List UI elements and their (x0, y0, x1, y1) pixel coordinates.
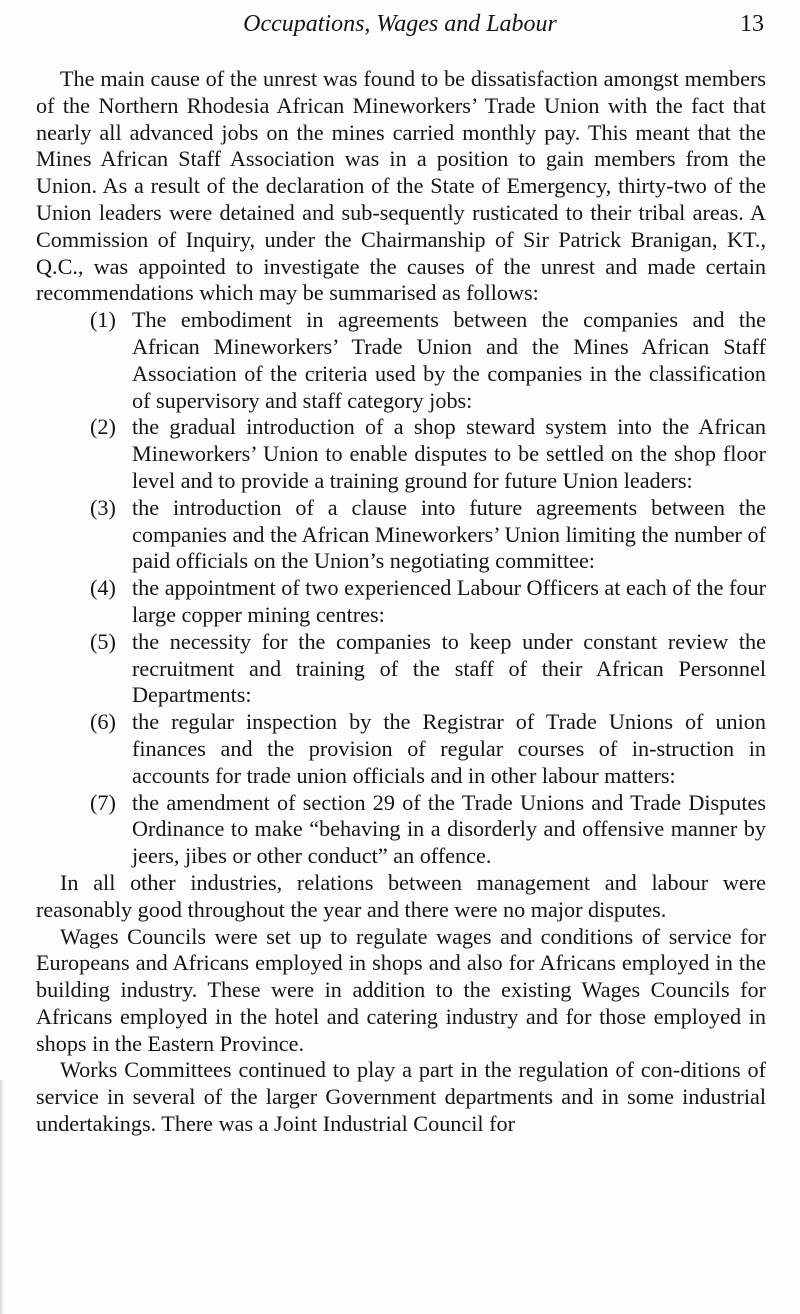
recommendations-list (36, 307, 766, 870)
item-text: the necessity for the companies to keep under constant review the recruitment and training of the staff of their African Personnel Departments: (132, 628, 766, 708)
item-number: (3) (90, 494, 116, 520)
scan-edge-shadow (0, 1080, 4, 1314)
item-text: the appointment of two experienced Labour Officers at each of the four large copper mining centres: (132, 575, 766, 627)
item-text: the introduction of a clause into future agreements between the companies and the African Mineworkers’ Union limiting the number of paid officials on the Union’s negotiating committee: (132, 494, 766, 574)
item-number: (1) (90, 307, 116, 333)
recommendation-item (36, 414, 766, 494)
recommendation-item (36, 709, 766, 789)
intro-paragraph: The main cause of the unrest was found to be dissatisfaction amongst members of the Northern Rhodesia African Mineworkers’ Trade Union with the fact that nearly all advanced jobs on the mines carried monthly pay. This meant that the Mines African Staff Association was in a position to gain members from the Union. As a result of the declaration of the State of Emergency, thirty-two of the Union leaders were detained and sub-sequently rusticated to their tribal areas. A Commission of Inquiry, under the Chairmanship of Sir Patrick Branigan, KT., Q.C., was appointed to investigate the causes of the unrest and made certain recommendations which may be summarised as follows: (36, 66, 766, 306)
item-number: (6) (90, 709, 116, 735)
recommendation-item (36, 575, 766, 629)
wages-councils-paragraph: Wages Councils were set up to regulate wages and conditions of service for Europeans and Africans employed in shops and also for Africans employed in the building industry. These were in addition to the existing Wages Councils for Africans employed in the hotel and catering industry and for those employed in shops in the Eastern Province. (36, 923, 766, 1056)
item-text: the gradual introduction of a shop steward system into the African Mineworkers’ Union to enable disputes to be settled on the shop floor level and to provide a training ground for future Union leaders: (132, 414, 766, 493)
body-text (36, 66, 766, 1138)
item-text: The embodiment in agreements between the companies and the African Mineworkers’ Trade Union and the Mines African Staff Association of the criteria used by the companies in the classification of supervisory and staff category jobs: (132, 307, 766, 413)
item-number: (4) (90, 575, 116, 601)
recommendation-item (36, 629, 766, 709)
recommendation-item (36, 495, 766, 575)
running-title: Occupations, Wages and Labour (243, 11, 557, 37)
item-number: (2) (90, 414, 116, 440)
recommendation-item (36, 790, 766, 870)
item-text: the regular inspection by the Registrar of Trade Unions of union finances and the provision of regular courses of in-struction in accounts for trade union officials and in other labour matters: (132, 709, 766, 788)
page-number: 13 (740, 11, 764, 37)
works-committees-paragraph: Works Committees continued to play a part in the regulation of con-ditions of service in several of the larger Government departments and in some industrial undertakings. There was a Joint Industrial Council for (36, 1057, 766, 1137)
item-number: (7) (90, 789, 116, 815)
page-header (36, 6, 764, 42)
item-number: (5) (90, 628, 116, 654)
industries-paragraph: In all other industries, relations between management and labour were reasonably good throughout the year and there were no major disputes. (36, 869, 766, 922)
recommendation-item (36, 307, 766, 414)
item-text: the amendment of section 29 of the Trade Unions and Trade Disputes Ordinance to make “behaving in a disorderly and offensive manner by jeers, jibes or other conduct” an offence. (132, 789, 766, 869)
